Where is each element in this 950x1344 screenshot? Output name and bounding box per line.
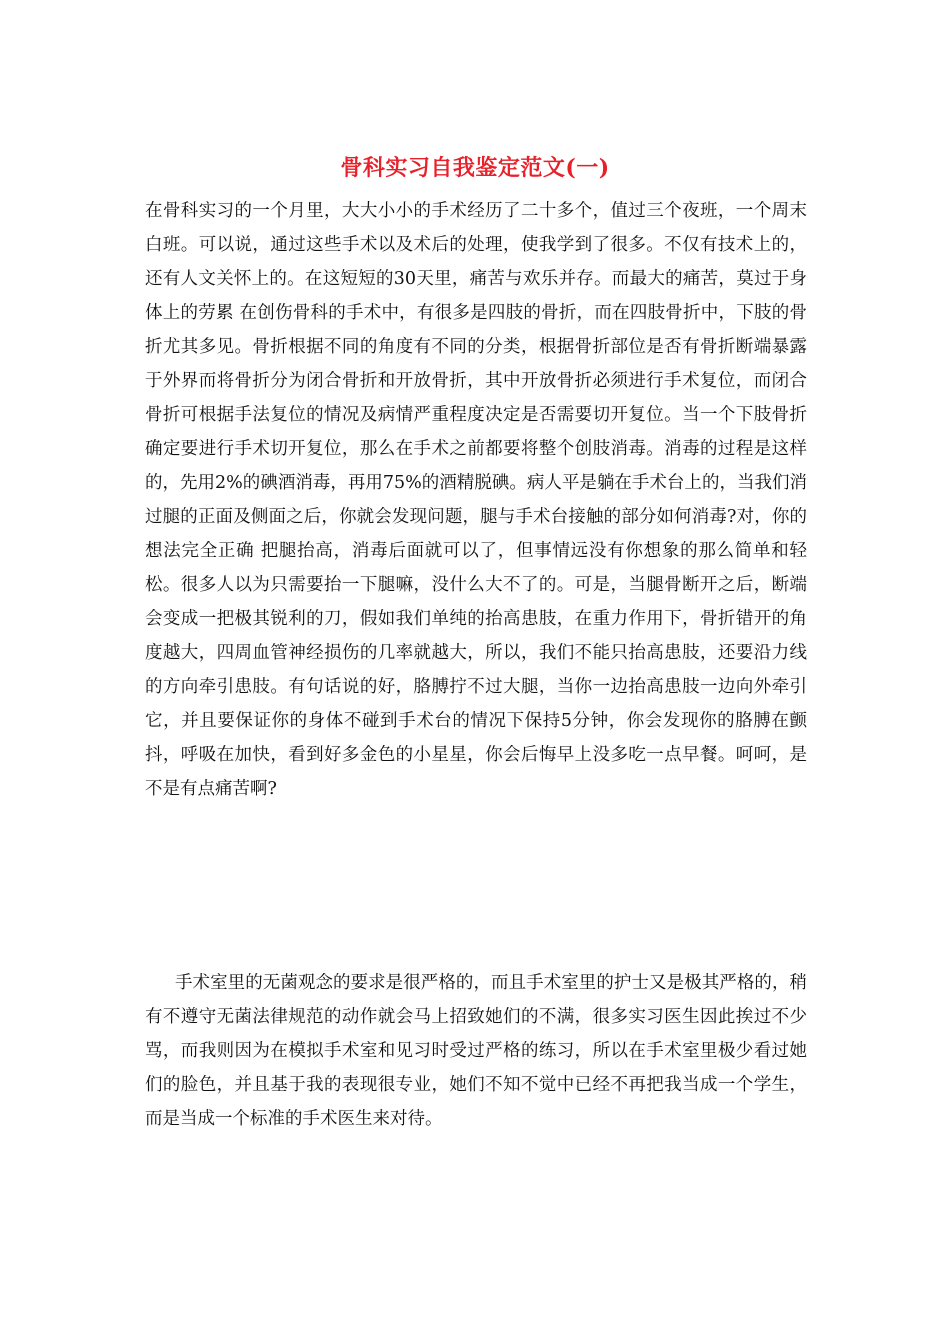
- body-paragraph-1: 在骨科实习的一个月里，大大小小的手术经历了二十多个，值过三个夜班，一个周末白班。可以说，通过这些手术以及术后的处理，使我学到了很多。不仅有技术上的，还有人文关怀上的。在这短短的30天里，痛苦与欢乐并存。而最大的痛苦，莫过于身体上的劳累 在创伤骨科的手术中，有很多是四肢的骨折，而在四肢骨折中，下肢的骨折尤其多见。骨折根据不同的角度有不同的分类，根据骨折部位是否有骨折断端暴露于外界而将骨折分为闭合骨折和开放骨折，其中开放骨折必须进行手术复位，而闭合骨折可根据手法复位的情况及病情严重程度决定是否需要切开复位。当一个下肢骨折确定要进行手术切开复位，那么在手术之前都要将整个创肢消毒。消毒的过程是这样的，先用2%的碘酒消毒，再用75%的酒精脱碘。病人平是躺在手术台上的，当我们消过腿的正面及侧面之后，你就会发现问题，腿与手术台接触的部分如何消毒?对，你的想法完全正确 把腿抬高，消毒后面就可以了，但事情远没有你想象的那么简单和轻松。很多人以为只需要抬一下腿嘛，没什么大不了的。可是，当腿骨断开之后，断端会变成一把极其锐利的刀，假如我们单纯的抬高患肢，在重力作用下，骨折错开的角度越大，四周血管神经损伤的几率就越大，所以，我们不能只抬高患肢，还要沿力线的方向牵引患肢。有句话说的好，胳膊拧不过大腿，当你一边抬高患肢一边向外牵引它，并且要保证你的身体不碰到手术台的情况下保持5分钟，你会发现你的胳膊在颤抖，呼吸在加快，看到好多金色的小星星，你会后悔早上没多吃一点早餐。呵呵，是不是有点痛苦啊?: [145, 201, 807, 799]
- document-title: 骨科实习自我鉴定范文(一): [340, 155, 610, 181]
- body-paragraph-2: 手术室里的无菌观念的要求是很严格的，而且手术室里的护士又是极其严格的，稍有不遵守无菌法律规范的动作就会马上招致她们的不满，很多实习医生因此挨过不少骂，而我则因为在模拟手术室和见习时受过严格的练习，所以在手术室里极少看过她们的脸色，并且基于我的表现很专业，她们不知不觉中已经不再把我当成一个学生，而是当成一个标准的手术医生来对待。: [145, 973, 807, 1129]
